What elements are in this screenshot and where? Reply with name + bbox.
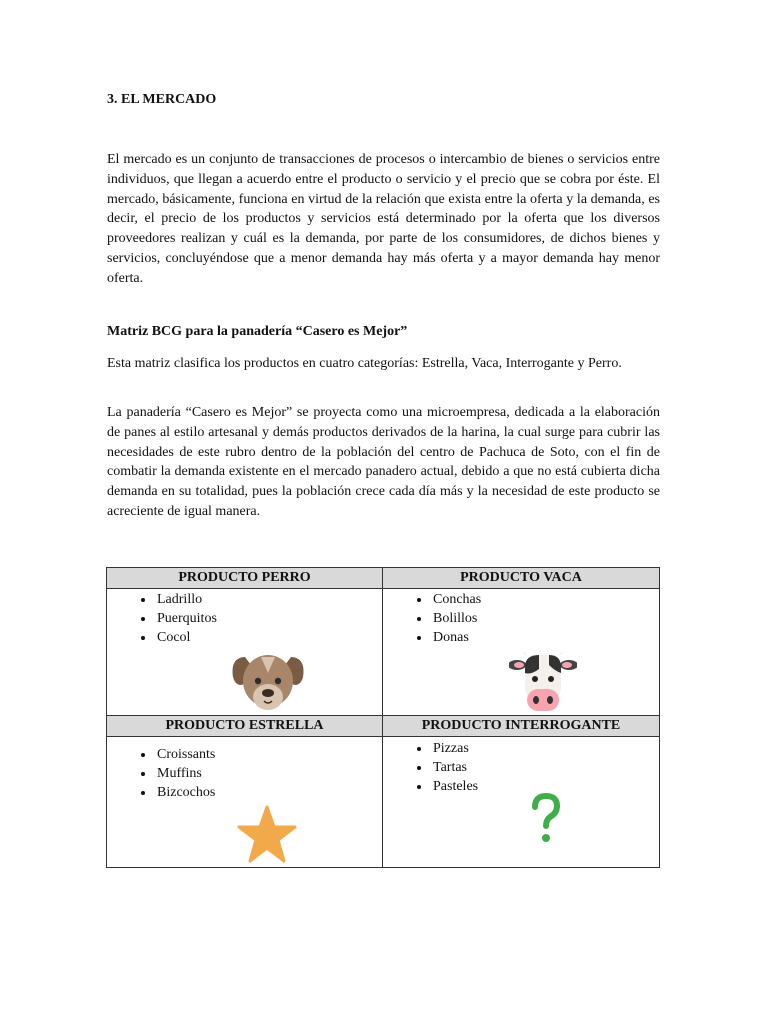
bcg-matrix-table xyxy=(106,567,660,868)
perro-list xyxy=(107,589,382,647)
list-item: • Puerquitos xyxy=(155,609,382,628)
cell-producto-vaca xyxy=(383,589,660,716)
list-item: • Cocol xyxy=(155,628,382,647)
list-item: • Bizcochos xyxy=(155,783,382,802)
header-producto-interrogante: PRODUCTO INTERROGANTE xyxy=(383,716,660,737)
star-icon xyxy=(237,805,297,868)
bcg-matrix-heading: Matriz BCG para la panadería “Casero es Mejor” xyxy=(107,324,408,339)
matrix-description-paragraph: Esta matriz clasifica los productos en cuatro categorías: Estrella, Vaca, Interrogante y Perro. xyxy=(107,356,622,371)
cow-icon xyxy=(509,651,577,720)
list-item: • Pizzas xyxy=(431,739,659,758)
bakery-description-paragraph: La panadería “Casero es Mejor” se proyecta como una microempresa, dedicada a la elaboración de panes al estilo artesanal y demás productos derivados de la harina, la cual surge para cubrir las necesidades de este rubro dentro de la población del centro de Pachuca de Soto, con el fin de combatir la demanda existente en el mercado panadero actual, debido a que no está cubierta dicha demanda en su totalidad, pues la población crece cada día más y la necesidad de este producto se acreciente de igual manera. xyxy=(107,405,660,519)
dog-icon xyxy=(231,651,305,720)
header-producto-perro: PRODUCTO PERRO xyxy=(107,568,383,589)
list-item: • Pasteles xyxy=(431,777,659,796)
market-intro-paragraph: El mercado es un conjunto de transacciones de procesos o intercambio de bienes o servicios entre individuos, que llegan a acuerdo entre el producto o servicio y el precio que se cobra por éste. El mercado, básicamente, funciona en virtud de la relación que exista entre la oferta y la demanda, es decir, el precio de los productos y servicios está determinado por la oferta que los diversos proveedores realizan y cuál es la demanda, por parte de los consumidores, de dichos bienes y servicios, concluyéndose que a menor demanda hay más oferta y a mayor demanda hay menor oferta. xyxy=(107,152,660,286)
list-item: • Tartas xyxy=(431,758,659,777)
list-item: • Muffins xyxy=(155,764,382,783)
list-item: • Ladrillo xyxy=(155,590,382,609)
cell-producto-perro xyxy=(107,589,383,716)
list-item: • Croissants xyxy=(155,745,382,764)
header-producto-vaca: PRODUCTO VACA xyxy=(383,568,660,589)
header-producto-estrella: PRODUCTO ESTRELLA xyxy=(107,716,383,737)
cell-producto-interrogante xyxy=(383,737,660,868)
question-mark-icon xyxy=(531,793,561,850)
estrella-list xyxy=(107,737,382,802)
list-item: • Bolillos xyxy=(431,609,659,628)
list-item: • Conchas xyxy=(431,590,659,609)
interrogante-list xyxy=(383,737,659,796)
vaca-list xyxy=(383,589,659,647)
list-item: • Donas xyxy=(431,628,659,647)
section-heading: 3. EL MERCADO xyxy=(107,92,217,107)
cell-producto-estrella xyxy=(107,737,383,868)
